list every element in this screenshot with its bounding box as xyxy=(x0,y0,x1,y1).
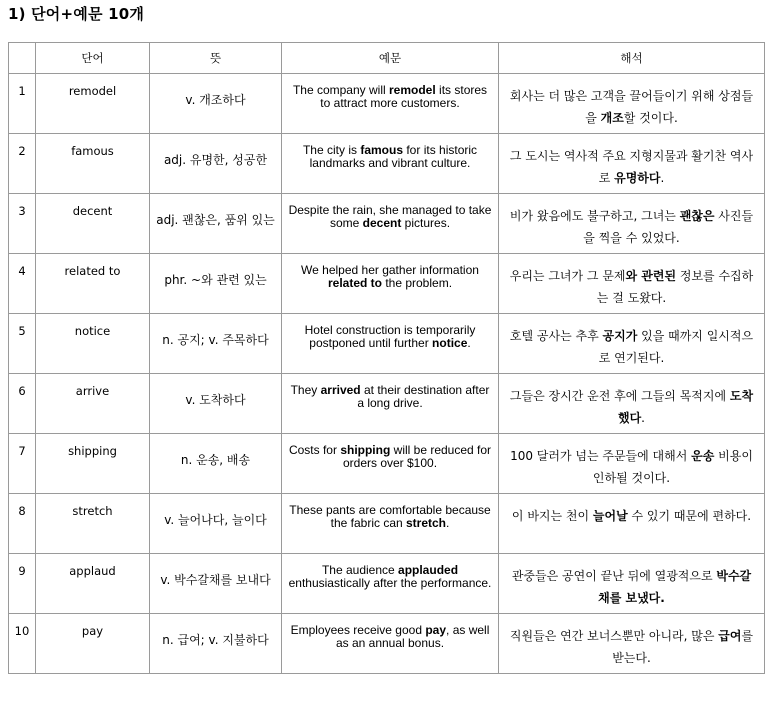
translation-cell xyxy=(499,194,765,254)
text-segment: 정보를 수집하는 걸 도왔다. xyxy=(596,269,754,305)
word-cell xyxy=(36,254,150,314)
text-segment: , as well as an annual bonus. xyxy=(335,623,490,650)
translation-cell xyxy=(499,494,765,554)
text-segment: 그 도시는 역사적 주요 지형지물과 활기찬 역사로 xyxy=(509,149,754,185)
table-row xyxy=(9,434,765,494)
text-segment: 우리는 그녀가 그 문제 xyxy=(509,269,626,283)
meaning-cell xyxy=(150,314,282,374)
text-segment: 관중들은 공연이 끝난 뒤에 열광적으로 xyxy=(511,569,717,583)
word-cell-text: related to xyxy=(64,264,121,278)
word-cell-text: arrive xyxy=(75,384,110,398)
text-segment: enthusiastically after the performance. xyxy=(288,576,492,590)
word-cell xyxy=(36,374,150,434)
meaning-cell xyxy=(150,134,282,194)
text-segment: The audience xyxy=(321,563,399,577)
row-number xyxy=(9,614,36,674)
text-segment: 를 받는다. xyxy=(612,629,754,665)
text-segment: at their destination after a long drive. xyxy=(357,383,490,410)
word-cell-text: notice xyxy=(74,324,111,338)
row-number-text: 9 xyxy=(18,564,26,578)
text-segment: 회사는 더 많은 고객을 끌어들이기 위해 상점들을 xyxy=(509,89,754,125)
text-segment: 100 달러가 넘는 주문들에 대해서 xyxy=(510,449,692,463)
translation-cell xyxy=(499,74,765,134)
text-segment: 수 있기 때문에 편하다. xyxy=(627,509,752,523)
example-cell xyxy=(282,374,499,434)
header-example: 예문 xyxy=(282,43,499,74)
meaning-cell-text: v. 도착하다 xyxy=(185,393,246,407)
text-segment: The company will xyxy=(292,83,389,97)
header-row xyxy=(9,43,765,74)
vocabulary-table xyxy=(8,42,765,674)
bold-keyword: 급여 xyxy=(718,629,742,643)
row-number xyxy=(9,74,36,134)
meaning-cell xyxy=(150,554,282,614)
row-number-text: 10 xyxy=(14,624,30,638)
table-row xyxy=(9,314,765,374)
text-segment: . xyxy=(467,336,471,350)
bold-keyword: 박수갈채를 보냈다. xyxy=(598,569,752,605)
bold-keyword: decent xyxy=(362,216,402,230)
example-cell xyxy=(282,254,499,314)
text-segment: The city is xyxy=(302,143,361,157)
bold-keyword: famous xyxy=(360,143,404,157)
meaning-cell xyxy=(150,614,282,674)
row-number-text: 5 xyxy=(18,324,26,338)
text-segment: . xyxy=(641,411,645,425)
text-segment: 비가 왔음에도 불구하고, 그녀는 xyxy=(509,209,680,223)
word-cell-text: applaud xyxy=(69,564,116,578)
text-segment: 비용이 인하될 것이다. xyxy=(592,449,753,485)
table-row xyxy=(9,494,765,554)
table-body xyxy=(9,74,765,674)
meaning-cell-text: n. 운송, 배송 xyxy=(180,453,251,467)
bold-keyword: shipping xyxy=(340,443,391,457)
table-row xyxy=(9,134,765,194)
row-number xyxy=(9,434,36,494)
table-row xyxy=(9,614,765,674)
text-segment: 이 바지는 천이 xyxy=(511,509,593,523)
meaning-cell-text: v. 늘어나다, 늘이다 xyxy=(164,513,267,527)
text-segment: They xyxy=(290,383,321,397)
word-cell xyxy=(36,494,150,554)
header-meaning: 뜻 xyxy=(150,43,282,74)
word-cell xyxy=(36,134,150,194)
bold-keyword: pay xyxy=(425,623,447,637)
bold-keyword: notice xyxy=(432,336,468,350)
text-segment: . xyxy=(660,171,665,185)
bold-keyword: remodel xyxy=(389,83,436,97)
word-cell-text: pay xyxy=(81,624,104,638)
bold-keyword: 유명하다 xyxy=(614,171,661,185)
row-number xyxy=(9,374,36,434)
word-cell-text: famous xyxy=(71,144,114,158)
word-cell-text: stretch xyxy=(72,504,113,518)
text-segment: . xyxy=(446,516,450,530)
meaning-cell xyxy=(150,434,282,494)
table-row xyxy=(9,74,765,134)
meaning-cell xyxy=(150,254,282,314)
text-segment: Employees receive good xyxy=(290,623,426,637)
row-number-text: 6 xyxy=(18,384,26,398)
word-cell xyxy=(36,314,150,374)
header-number xyxy=(9,43,36,74)
text-segment: 사진들을 찍을 수 있었다. xyxy=(583,209,754,245)
meaning-cell xyxy=(150,374,282,434)
meaning-cell-text: adj. 괜찮은, 품위 있는 xyxy=(156,213,275,227)
table-row xyxy=(9,194,765,254)
bold-keyword: 괜찮은 xyxy=(679,209,715,223)
example-cell xyxy=(282,74,499,134)
row-number xyxy=(9,494,36,554)
word-cell xyxy=(36,434,150,494)
text-segment: 할 것이다. xyxy=(623,111,678,125)
meaning-cell-text: v. 개조하다 xyxy=(185,93,246,107)
translation-cell xyxy=(499,614,765,674)
bold-keyword: stretch xyxy=(406,516,447,530)
word-cell xyxy=(36,554,150,614)
text-segment: Costs for xyxy=(288,443,341,457)
text-segment: 호텔 공사는 추후 xyxy=(509,329,603,343)
text-segment: Despite the rain, she managed to take some xyxy=(288,203,492,230)
row-number-text: 4 xyxy=(18,264,26,278)
text-segment: 직원들은 연간 보너스뿐만 아니라, 많은 xyxy=(509,629,719,643)
row-number xyxy=(9,254,36,314)
text-segment: 그들은 장시간 운전 후에 그들의 목적지에 xyxy=(509,389,730,403)
text-segment: These pants are comfortable because the fabric can xyxy=(289,503,491,530)
text-segment: the problem. xyxy=(381,276,453,290)
bold-keyword: 공지가 xyxy=(602,329,638,343)
row-number-text: 8 xyxy=(18,504,26,518)
bold-keyword: 개조 xyxy=(600,111,624,125)
translation-cell xyxy=(499,554,765,614)
text-segment: pictures. xyxy=(401,216,451,230)
table-row xyxy=(9,374,765,434)
bold-keyword: 도착했다 xyxy=(617,389,754,425)
row-number xyxy=(9,134,36,194)
meaning-cell-text: v. 박수갈채를 보내다 xyxy=(160,573,271,587)
table-row xyxy=(9,254,765,314)
example-cell xyxy=(282,194,499,254)
translation-cell xyxy=(499,374,765,434)
text-segment: will be reduced for orders over $100. xyxy=(342,443,492,470)
example-cell xyxy=(282,434,499,494)
translation-cell xyxy=(499,434,765,494)
text-segment: its stores to attract more customers. xyxy=(320,83,488,110)
example-cell xyxy=(282,554,499,614)
translation-cell xyxy=(499,254,765,314)
meaning-cell-text: phr. ~와 관련 있는 xyxy=(164,273,267,287)
translation-cell xyxy=(499,134,765,194)
word-cell xyxy=(36,614,150,674)
word-cell xyxy=(36,74,150,134)
text-segment: Hotel construction is temporarily postponed until further xyxy=(304,323,476,350)
example-cell xyxy=(282,314,499,374)
bold-keyword: applauded xyxy=(398,563,459,577)
text-segment: 있을 때까지 일시적으로 연기된다. xyxy=(598,329,754,365)
meaning-cell-text: adj. 유명한, 성공한 xyxy=(163,153,268,167)
word-cell xyxy=(36,194,150,254)
text-segment: for its historic landmarks and vibrant culture. xyxy=(309,143,478,170)
example-cell xyxy=(282,494,499,554)
meaning-cell xyxy=(150,194,282,254)
meaning-cell-text: n. 공지; v. 주목하다 xyxy=(162,333,269,347)
row-number xyxy=(9,314,36,374)
table-row xyxy=(9,554,765,614)
bold-keyword: arrived xyxy=(320,383,361,397)
header-word: 단어 xyxy=(36,43,150,74)
word-cell-text: decent xyxy=(72,204,113,218)
bold-keyword: related to xyxy=(327,276,382,290)
meaning-cell xyxy=(150,74,282,134)
row-number xyxy=(9,554,36,614)
row-number xyxy=(9,194,36,254)
meaning-cell xyxy=(150,494,282,554)
bold-keyword: 늘어날 xyxy=(592,509,628,523)
row-number-text: 7 xyxy=(18,444,26,458)
meaning-cell-text: n. 급여; v. 지불하다 xyxy=(162,633,269,647)
example-cell xyxy=(282,134,499,194)
bold-keyword: 와 관련된 xyxy=(625,269,677,283)
translation-cell xyxy=(499,314,765,374)
word-cell-text: remodel xyxy=(68,84,117,98)
row-number-text: 2 xyxy=(18,144,26,158)
example-cell xyxy=(282,614,499,674)
row-number-text: 3 xyxy=(18,204,26,218)
text-segment: We helped her gather information xyxy=(301,263,479,277)
word-cell-text: shipping xyxy=(68,444,117,458)
bold-keyword: 운송 xyxy=(691,449,715,463)
row-number-text: 1 xyxy=(18,84,26,98)
header-translation: 해석 xyxy=(499,43,765,74)
page-title: 1) 단어+예문 10개 xyxy=(8,5,145,23)
